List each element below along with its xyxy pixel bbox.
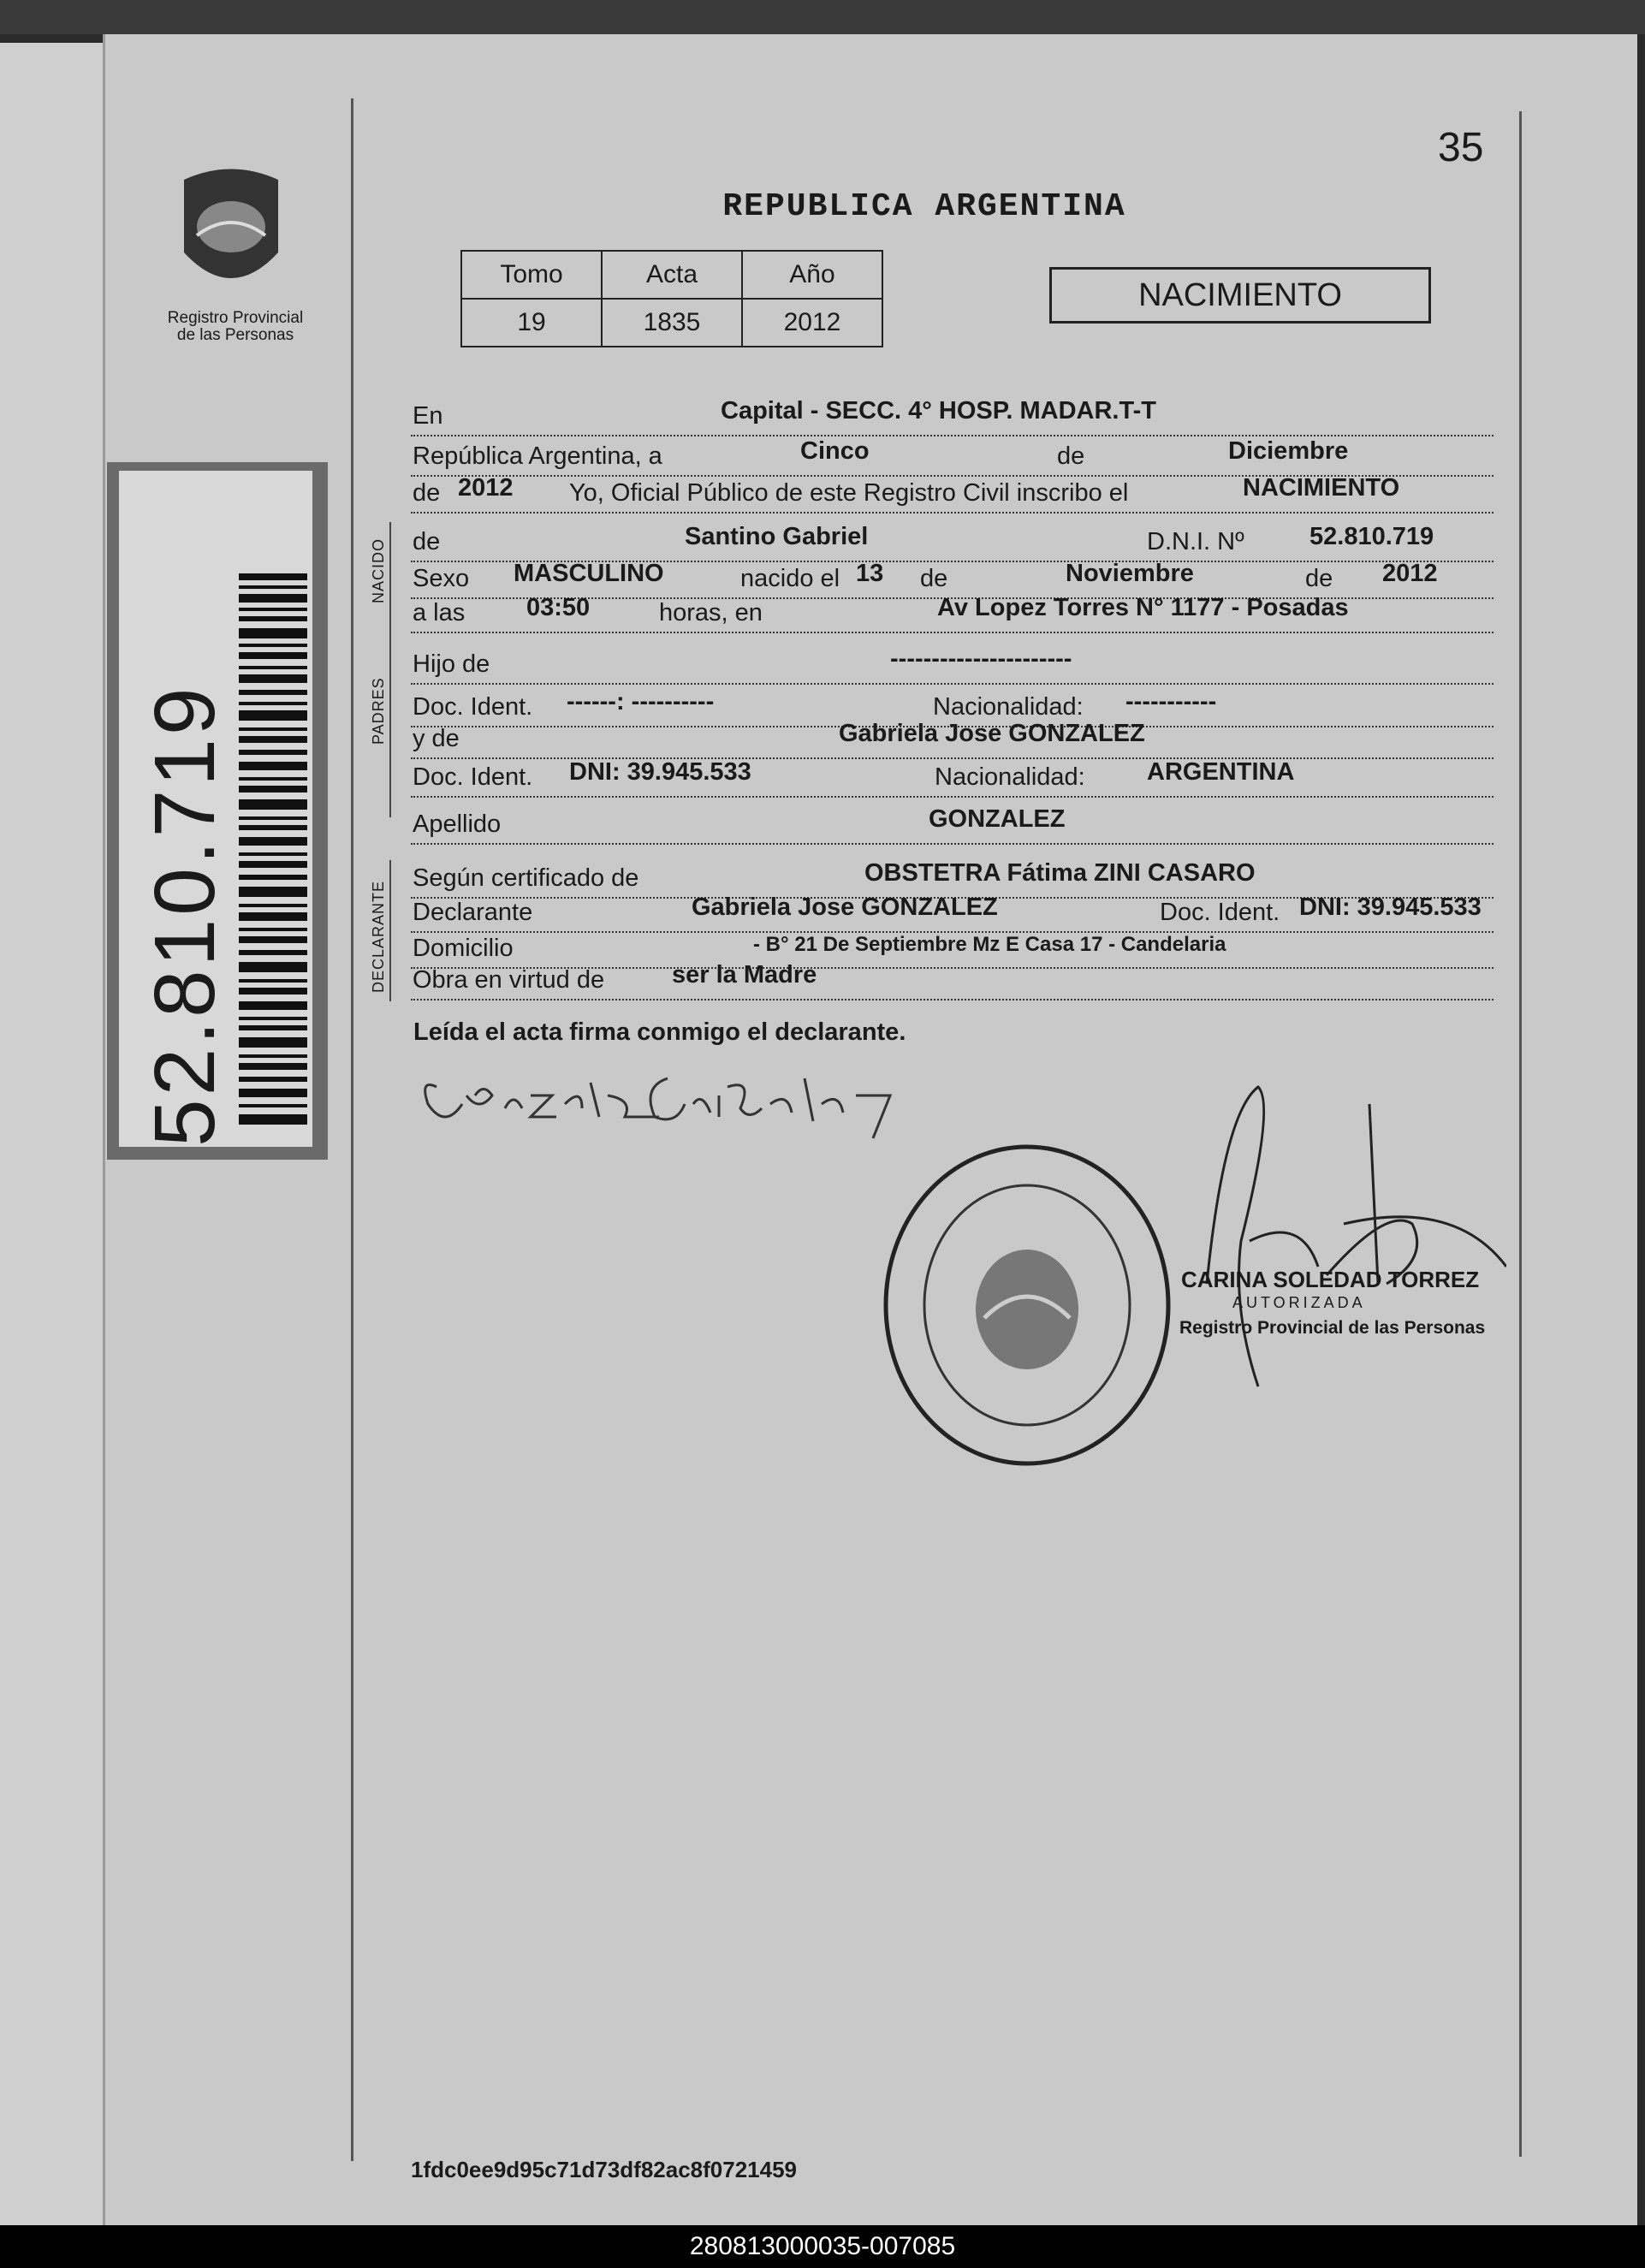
birth-day: 13	[856, 560, 884, 587]
father-nationality: -----------	[1125, 688, 1217, 715]
row-hora: a las 03:50 horas, en Av Lopez Torres N° 1177 - Posadas	[411, 597, 1494, 633]
declarant-doc: DNI: 39.945.533	[1299, 894, 1482, 921]
act-type-box: NACIMIENTO	[1049, 267, 1431, 324]
declarant-signature	[411, 1044, 941, 1155]
ref-value-ano: 2012	[742, 299, 882, 347]
sticker-number: 52.810.719	[137, 684, 233, 1147]
declarant-name: Gabriela Jose GONZALEZ	[692, 894, 998, 921]
father-doc: ------: ----------	[567, 688, 715, 715]
row-declarante: Declarante Gabriela Jose GONZALEZ Doc. Ident. DNI: 39.945.533	[411, 897, 1494, 933]
reference-table	[460, 250, 883, 347]
mother-doc: DNI: 39.945.533	[569, 758, 751, 786]
margin-rule-left	[351, 98, 353, 2161]
row-domicilio: Domicilio - B° 21 De Septiembre Mz E Casa 17 - Candelaria	[411, 933, 1494, 969]
official-registry: Registro Provincial de las Personas	[1179, 1318, 1486, 1338]
birth-place: Av Lopez Torres N° 1177 - Posadas	[937, 594, 1349, 621]
birth-month: Noviembre	[1066, 560, 1194, 587]
left-page-edge	[0, 43, 107, 2225]
page-number: 35	[1438, 125, 1484, 170]
child-dni: 52.810.719	[1309, 523, 1434, 550]
ref-header-acta: Acta	[602, 251, 742, 299]
ref-header-ano: Año	[742, 251, 882, 299]
section-label-nacido: NACIDO	[370, 537, 387, 603]
section-label-declarante: DECLARANTE	[370, 880, 387, 993]
birth-year: 2012	[1382, 560, 1438, 587]
barcode-icon	[239, 573, 307, 1130]
mother-nationality: ARGENTINA	[1147, 758, 1295, 786]
official-signature	[1173, 1070, 1506, 1395]
section-divider-declarante	[389, 860, 391, 1001]
declarant-address: - B° 21 De Septiembre Mz E Casa 17 - Candelaria	[753, 933, 1226, 956]
row-sexo: Sexo MASCULINO nacido el 13 de Noviembre de 2012	[411, 563, 1494, 599]
ref-value-acta: 1835	[602, 299, 742, 347]
reading-statement: Leída el acta firma conmigo el declarante.	[413, 1018, 906, 1046]
row-apellido: Apellido GONZALEZ	[411, 809, 1494, 845]
ref-value-tomo: 19	[461, 299, 602, 347]
surname: GONZALEZ	[929, 805, 1066, 833]
official-seal-icon	[873, 1138, 1181, 1472]
margin-rule-right	[1519, 111, 1522, 2157]
declarant-role: ser la Madre	[672, 961, 817, 989]
act-name: NACIMIENTO	[1243, 474, 1400, 502]
document-title: REPUBLICA ARGENTINA	[722, 188, 1126, 225]
registration-month: Diciembre	[1228, 437, 1349, 465]
row-obra: Obra en virtud de ser la Madre	[411, 965, 1494, 1000]
section-divider-nacido	[389, 522, 391, 659]
child-sex: MASCULINO	[514, 560, 664, 587]
registration-year: 2012	[458, 474, 514, 502]
row-hijo: Hijo de ----------------------	[411, 649, 1494, 685]
section-label-padres: PADRES	[370, 677, 387, 745]
official-name: CARINA SOLEDAD TORREZ	[1181, 1267, 1480, 1292]
official-role: AUTORIZADA	[1232, 1294, 1366, 1311]
registration-day: Cinco	[800, 437, 870, 465]
row-madre: y de Gabriela Jose GONZALEZ	[411, 723, 1494, 759]
province-shield-icon	[167, 158, 295, 304]
row-en: En Capital - SECC. 4° HOSP. MADAR.T-T	[411, 401, 1494, 436]
mother-name: Gabriela Jose GONZALEZ	[839, 720, 1145, 747]
document-hash: 1fdc0ee9d95c71d73df82ac8f0721459	[411, 2157, 798, 2182]
background-top	[0, 0, 1645, 34]
child-name: Santino Gabriel	[685, 523, 869, 550]
place-of-registration: Capital - SECC. 4° HOSP. MADAR.T-T	[721, 397, 1156, 425]
row-nombre: de Santino Gabriel D.N.I. Nº 52.810.719	[411, 526, 1494, 562]
image-id-footer: 280813000035-007085	[0, 2225, 1645, 2268]
ref-header-tomo: Tomo	[461, 251, 602, 299]
certificate-issuer: OBSTETRA Fátima ZINI CASARO	[864, 859, 1256, 887]
row-doc1: Doc. Ident. ------: ---------- Nacionalidad: -----------	[411, 692, 1494, 727]
father-name: ----------------------	[890, 645, 1072, 673]
birth-time: 03:50	[526, 594, 591, 621]
section-divider-padres	[389, 646, 391, 817]
logo-caption: Registro Provincial de las Personas	[167, 309, 304, 344]
barcode-sticker	[107, 462, 328, 1160]
row-doc2: Doc. Ident. DNI: 39.945.533 Nacionalidad: ARGENTINA	[411, 762, 1494, 798]
row-republica: República Argentina, a Cinco de Diciembre	[411, 441, 1494, 477]
row-year: de 2012 Yo, Oficial Público de este Registro Civil inscribo el NACIMIENTO	[411, 478, 1494, 514]
row-certificado: Según certificado de OBSTETRA Fátima ZINI CASARO	[411, 863, 1494, 899]
